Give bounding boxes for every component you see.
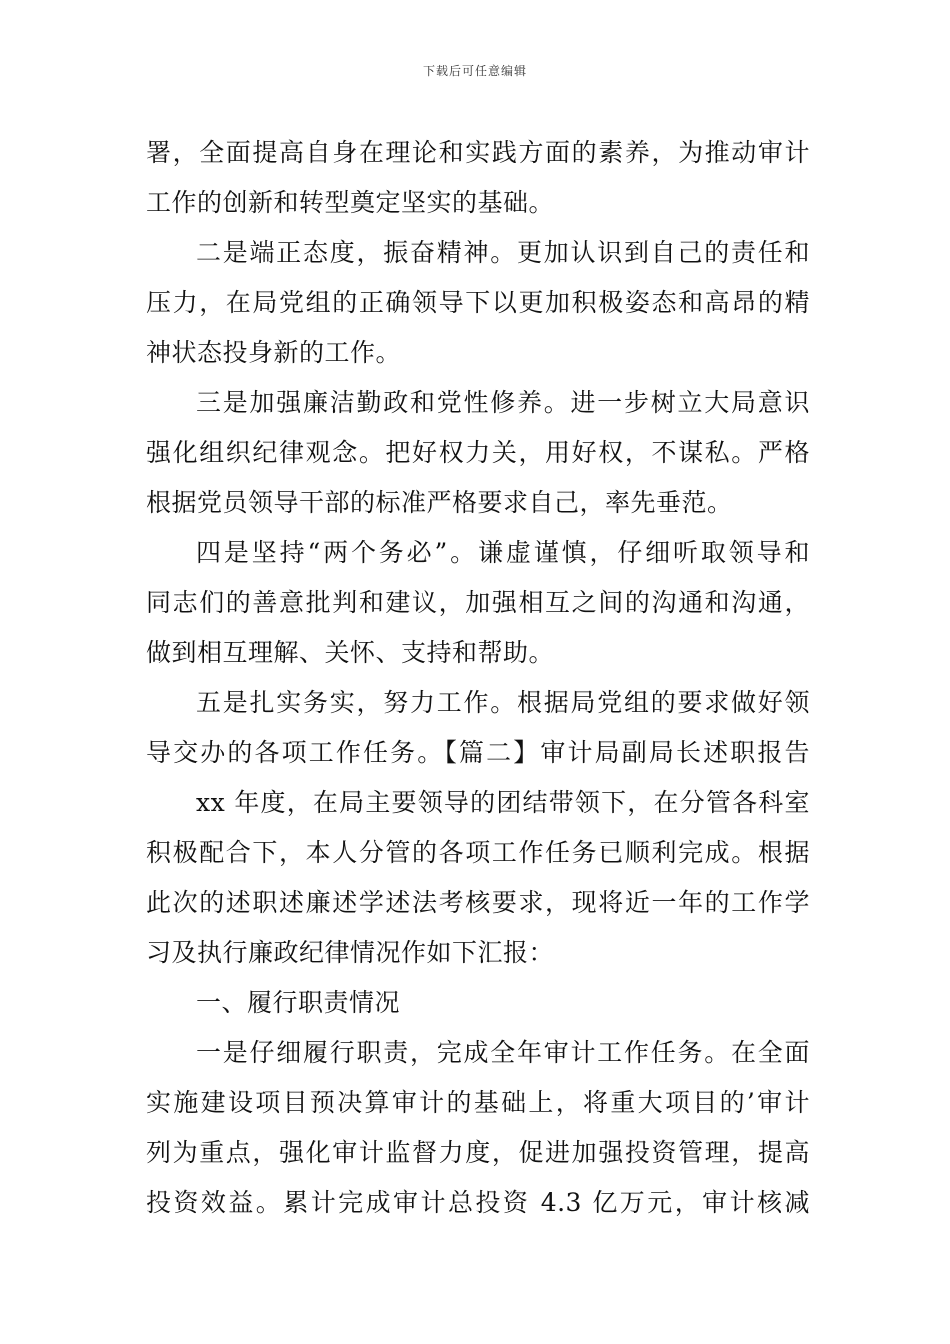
text-line: 五是扎实务实，努力工作。根据局党组的要求做好领	[196, 688, 810, 717]
text-line: 工作的创新和转型奠定坚实的基础。	[146, 188, 555, 217]
text-line: 署，全面提高自身在理论和实践方面的素养，为推动审计	[146, 138, 810, 167]
text-line: 积极配合下，本人分管的各项工作任务已顺利完成。根据	[146, 838, 810, 867]
text-line: 做到相互理解、关怀、支持和帮助。	[146, 638, 555, 667]
text-line: 强化组织纪律观念。把好权力关，用好权，不谋私。严格	[146, 438, 810, 467]
text-line: 二是端正态度，振奋精神。更加认识到自己的责任和	[196, 238, 810, 267]
text-line: 习及执行廉政纪律情况作如下汇报：	[146, 938, 555, 967]
text-line: xx 年度，在局主要领导的团结带领下，在分管各科室	[196, 788, 810, 817]
document-body	[146, 128, 810, 1228]
text-line: 四是坚持“两个务必”。谦虚谨慎，仔细听取领导和	[196, 538, 810, 567]
text-line: 三是加强廉洁勤政和党性修养。进一步树立大局意识	[196, 388, 810, 417]
text-line: 根据党员领导干部的标准严格要求自己，率先垂范。	[146, 488, 733, 517]
text-line: 投资效益。累计完成审计总投资 4.3 亿万元，审计核减	[146, 1188, 810, 1217]
text-line: 一是仔细履行职责，完成全年审计工作任务。在全面	[196, 1038, 810, 1067]
text-line: 同志们的善意批判和建议，加强相互之间的沟通和沟通，	[146, 588, 810, 617]
page-header-note: 下载后可任意编辑	[422, 64, 527, 78]
text-line: 神状态投身新的工作。	[146, 338, 402, 367]
text-line: 列为重点，强化审计监督力度，促进加强投资管理，提高	[146, 1138, 810, 1167]
text-line: 实施建设项目预决算审计的基础上，将重大项目的’审计	[146, 1088, 810, 1117]
text-line: 此次的述职述廉述学述法考核要求，现将近一年的工作学	[146, 888, 810, 917]
section-heading: 一、履行职责情况	[196, 988, 401, 1017]
text-line: 导交办的各项工作任务。【篇二】审计局副局长述职报告	[146, 738, 810, 767]
text-line: 压力，在局党组的正确领导下以更加积极姿态和高昂的精	[146, 288, 810, 317]
